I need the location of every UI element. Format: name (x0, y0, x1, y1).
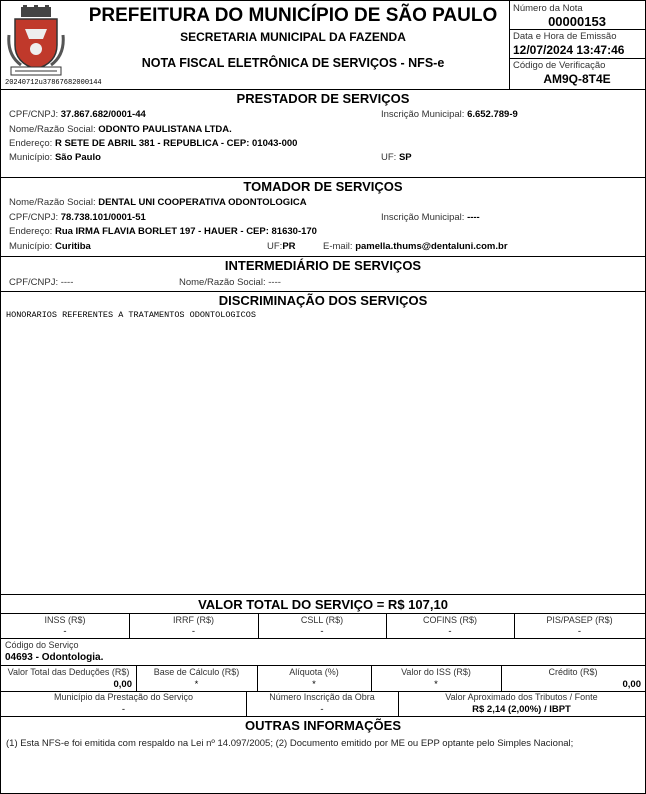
customer-email-label: E-mail: (323, 241, 353, 252)
pis-pasep-value: - (577, 626, 582, 637)
customer-name-value: DENTAL UNI COOPERATIVA ODONTOLOGICA (98, 197, 307, 208)
customer-email-value: pamella.thums@dentaluni.com.br (355, 241, 508, 252)
provider-city-value: São Paulo (54, 152, 101, 163)
customer-im-label: Inscrição Municipal: (381, 212, 465, 223)
cofins-value: - (448, 626, 452, 637)
total-service-value: VALOR TOTAL DO SERVIÇO = R$ 107,10 (198, 597, 448, 612)
provider-city-label: Município: (9, 152, 53, 163)
work-registration-value: - (320, 704, 324, 715)
credit-value: 0,00 (622, 679, 641, 690)
header-subtitle: SECRETARIA MUNICIPAL DA FAZENDA (180, 30, 406, 44)
service-city-label: Município da Prestação do Serviço (53, 692, 194, 702)
provider-name-label: Nome/Razão Social: (9, 124, 96, 135)
approx-taxes-value: R$ 2,14 (2,00%) / IBPT (472, 704, 571, 715)
services-description-title: DISCRIMINAÇÃO DOS SERVIÇOS (218, 293, 428, 308)
other-info-text: (1) Esta NFS-e foi emitida com respaldo na Lei nº 14.097/2005; (2) Documento emitido por ME ou EPP optante pelo Simples Nacional; (6, 738, 574, 749)
provider-uf-label: UF: (381, 152, 397, 163)
iss-value-label: Valor do ISS (R$) (401, 667, 471, 677)
intermediary-name-value: ---- (268, 277, 281, 288)
note-number-value: 00000153 (548, 14, 606, 29)
note-number-label: Número da Nota (513, 3, 583, 14)
provider-address-label: Endereço: (9, 138, 53, 149)
work-registration-label: Número Inscrição da Obra (269, 692, 375, 702)
irrf-label: IRRF (R$) (173, 615, 214, 625)
credit-label: Crédito (R$) (548, 667, 598, 677)
document-name: NOTA FISCAL ELETRÔNICA DE SERVIÇOS - NFS-e (141, 56, 445, 70)
intermediary-cnpj-label: CPF/CNPJ: (9, 277, 59, 288)
inss-value: - (63, 626, 67, 637)
service-code-value: 04693 - Odontologia. (5, 652, 104, 663)
customer-uf-label: UF: (267, 241, 283, 252)
customer-uf-value: PR (282, 241, 296, 252)
customer-city-value: Curitiba (54, 241, 91, 252)
service-code-label: Código do Serviço (5, 640, 79, 650)
header-title: PREFEITURA DO MUNICÍPIO DE SÃO PAULO (88, 5, 498, 26)
rate-label: Alíquota (%) (289, 667, 339, 677)
calc-base-value: * (194, 679, 199, 690)
calc-base-label: Base de Cálculo (R$) (153, 667, 240, 677)
provider-im-label: Inscrição Municipal: (381, 109, 465, 120)
deductions-label: Valor Total das Deduções (R$) (7, 667, 130, 677)
csll-label: CSLL (R$) (300, 615, 344, 625)
issue-date-value: 12/07/2024 13:47:46 (513, 43, 625, 57)
customer-address-label: Endereço: (9, 226, 53, 237)
customer-cnpj-value: 78.738.101/0001-51 (60, 212, 146, 223)
other-info-title: OUTRAS INFORMAÇÕES (245, 718, 401, 733)
coat-of-arms-logo (7, 5, 65, 77)
provider-section-title: PRESTADOR DE SERVIÇOS (236, 91, 410, 106)
provider-name-value: ODONTO PAULISTANA LTDA. (98, 124, 232, 135)
iss-value: * (434, 679, 438, 690)
customer-cnpj-label: CPF/CNPJ: (9, 212, 59, 223)
provider-address-value: R SETE DE ABRIL 381 - REPUBLICA - CEP: 01043-000 (54, 138, 298, 149)
rate-value: * (312, 679, 316, 690)
service-city-value: - (121, 704, 126, 715)
inss-label: INSS (R$) (44, 615, 86, 625)
customer-city-label: Município: (9, 241, 53, 252)
intermediary-cnpj-value: ---- (60, 277, 74, 288)
pis-pasep-label: PIS/PASEP (R$) (546, 615, 613, 625)
verification-code-label: Código de Verificação (513, 60, 606, 71)
verification-code-value: AM9Q-8T4E (543, 72, 611, 86)
issue-date-label: Data e Hora de Emissão (513, 31, 617, 42)
customer-im-value: ---- (467, 212, 480, 223)
customer-address-value: Rua IRMA FLAVIA BORLET 197 - HAUER - CEP: 81630-170 (54, 226, 317, 237)
provider-im-value: 6.652.789-9 (467, 109, 518, 120)
provider-cnpj-label: CPF/CNPJ: (9, 109, 59, 120)
customer-name-label: Nome/Razão Social: (9, 197, 96, 208)
irrf-value: - (191, 626, 196, 637)
provider-cnpj-value: 37.867.682/0001-44 (60, 109, 146, 120)
customer-section-title: TOMADOR DE SERVIÇOS (243, 179, 403, 194)
deductions-value: 0,00 (113, 679, 132, 690)
approx-taxes-label: Valor Aproximado dos Tributos / Fonte (445, 692, 598, 702)
provider-uf-value: SP (398, 152, 412, 163)
csll-value: - (320, 626, 324, 637)
barcode-text: 20240712u37867682000144 (5, 79, 102, 87)
intermediary-section-title: INTERMEDIÁRIO DE SERVIÇOS (224, 258, 422, 273)
cofins-label: COFINS (R$) (423, 615, 477, 625)
services-description-text: HONORARIOS REFERENTES A TRATAMENTOS ODONTOLOGICOS (6, 310, 256, 320)
intermediary-name-label: Nome/Razão Social: (179, 277, 266, 288)
